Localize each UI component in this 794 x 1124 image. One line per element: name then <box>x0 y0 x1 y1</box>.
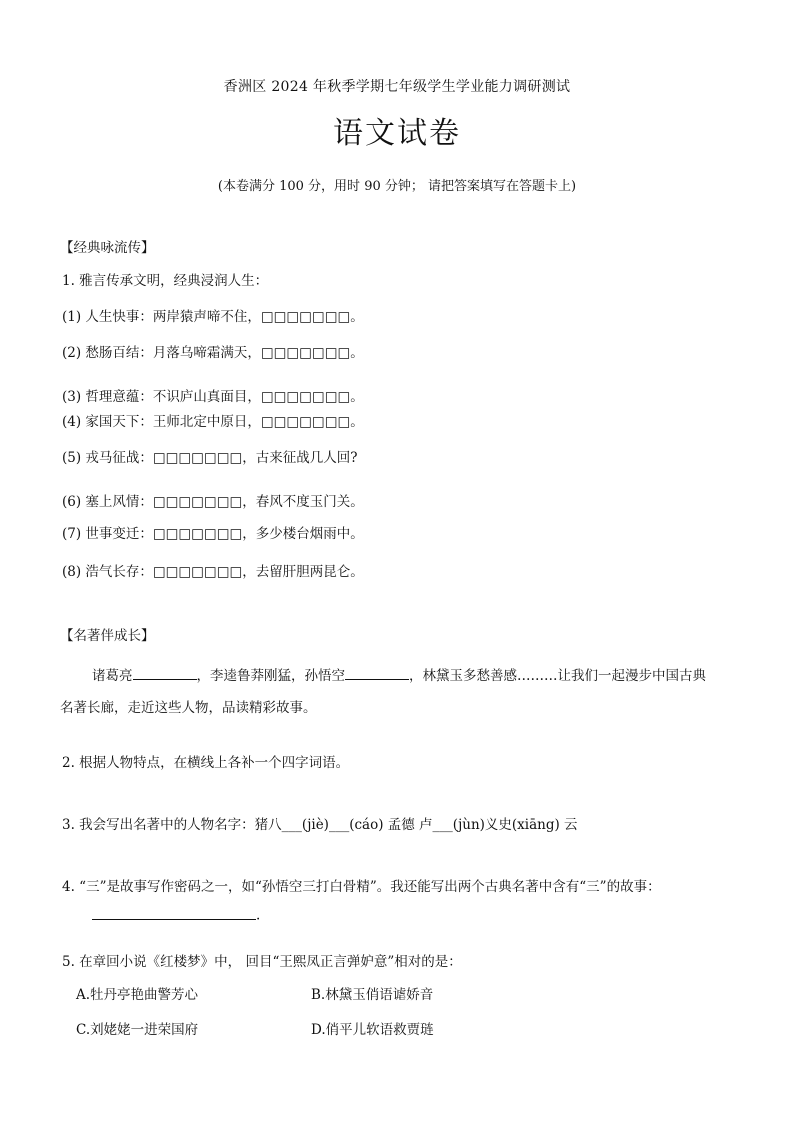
intro-text-b: ，李逵鲁莽刚猛，孙悟空 <box>196 668 345 684</box>
question-3: 3. 我会写出名著中的人物名字：猪八___(jiè)___(cáo) 孟德 卢___(jùn)义史(xiāng) 云 <box>62 817 578 833</box>
intro-paragraph-line-2: 名著长廊，走近这些人物，品读精彩故事。 <box>60 700 317 716</box>
blank-sun-wukong[interactable] <box>345 666 409 681</box>
section-heading-classics: 【经典咏流传】 <box>60 240 155 256</box>
intro-paragraph-line-1 <box>92 664 706 684</box>
question-4-line-1: 4. “三”是故事写作密码之一，如“孙悟空三打白骨精”。我还能写出两个古典名著中含有“三”的故事： <box>62 879 661 895</box>
blank-zhuge-liang[interactable] <box>133 666 197 681</box>
question-1-item-1: (1) 人生快事：两岸猿声啼不住，□□□□□□□。 <box>62 309 364 325</box>
question-5-stem: 5. 在章回小说《红楼梦》中， 回目“王熙凤正言弹妒意”相对的是： <box>62 954 462 970</box>
option-c[interactable]: C.刘姥姥一进荣国府 <box>76 1022 199 1038</box>
question-1-item-2: (2) 愁肠百结：月落乌啼霜满天，□□□□□□□。 <box>62 345 364 361</box>
intro-text-c: ，林黛玉多愁善感………让我们一起漫步中国古典 <box>409 668 706 684</box>
exam-note: (本卷满分 100 分，用时 90 分钟； 请把答案填写在答题卡上) <box>217 179 577 194</box>
section-heading-classics-novels: 【名著伴成长】 <box>60 628 155 644</box>
question-4-answer-line <box>92 905 260 924</box>
question-1-item-5: (5) 戎马征战：□□□□□□□，古来征战几人回? <box>62 450 358 466</box>
question-1-item-7: (7) 世事变迁：□□□□□□□，多少楼台烟雨中。 <box>62 526 364 542</box>
question-1-item-4: (4) 家国天下：王师北定中原日，□□□□□□□。 <box>62 414 364 430</box>
option-a[interactable]: A.牡丹亭艳曲警芳心 <box>76 987 199 1003</box>
exam-title: 语文试卷 <box>333 116 461 151</box>
option-d[interactable]: D.俏平儿软语救贾琏 <box>311 1022 434 1038</box>
option-b[interactable]: B.林黛玉俏语谑娇音 <box>311 987 434 1003</box>
answer-blank-q4[interactable] <box>92 905 256 920</box>
question-1-item-8: (8) 浩气长存：□□□□□□□，去留肝胆两昆仑。 <box>62 564 364 580</box>
exam-subtitle: 香洲区 2024 年秋季学期七年级学生学业能力调研测试 <box>223 79 571 95</box>
question-4-end-period: . <box>256 907 261 924</box>
question-1-stem: 1. 雅言传承文明，经典浸润人生： <box>62 273 269 289</box>
question-1-item-6: (6) 塞上风情：□□□□□□□，春风不度玉门关。 <box>62 494 364 510</box>
question-1-item-3: (3) 哲理意蕴：不识庐山真面目，□□□□□□□。 <box>62 389 364 405</box>
intro-text-a: 诸葛亮 <box>92 668 133 684</box>
question-2: 2. 根据人物特点，在横线上各补一个四字词语。 <box>62 755 350 771</box>
